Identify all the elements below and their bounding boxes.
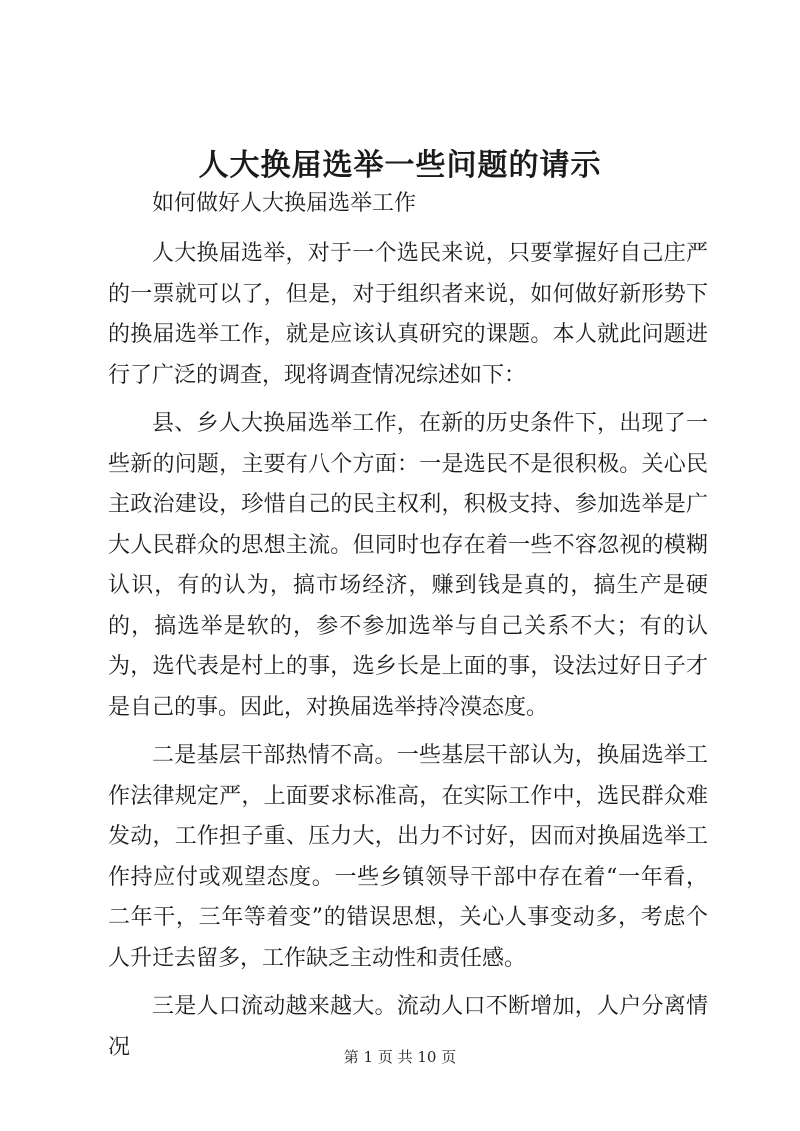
document-subtitle: 如何做好人大换届选举工作 bbox=[152, 191, 417, 216]
paragraph-problem-three: 三是人口流动越来越大。流动人口不断增加，人户分离情况 bbox=[108, 994, 708, 1060]
paragraph-problem-one: 县、乡人大换届选举工作，在新的历史条件下，出现了一些新的问题，主要有八个方面：一是选民不是很积极。关心民主政治建设，珍惜自己的民主权利，积极支持、参加选举是广大人民群众的思想主流。但同时也存在着一些不容忽视的模糊认识，有的认为，搞市场经济，赚到钱是真的，搞生产是硬的，搞选举是软的，参不参加选举与自己关系不大；有的认为，选代表是村上的事，选乡长是上面的事，设法过好日子才是自己的事。因此，对换届选举持冷漠态度。 bbox=[108, 411, 708, 720]
document-body bbox=[108, 184, 708, 1068]
document-title: 人大换届选举一些问题的请示 bbox=[198, 148, 602, 183]
page-number-footer: 第 1 页 共 10 页 bbox=[343, 1048, 457, 1066]
paragraph-intro: 人大换届选举，对于一个选民来说，只要掌握好自己庄严的一票就可以了，但是，对于组织者来说，如何做好新形势下的换届选举工作，就是应该认真研究的课题。本人就此问题进行了广泛的调查，现将调查情况综述如下： bbox=[108, 241, 708, 388]
paragraph-problem-two: 二是基层干部热情不高。一些基层干部认为，换届选举工作法律规定严，上面要求标准高，在实际工作中，选民群众难发动，工作担子重、压力大，出力不讨好，因而对换届选举工作持应付或观望态度。一些乡镇领导干部中存在着“一年看，二年干，三年等着变”的错误思想，关心人事变动多，考虑个人升迁去留多，工作缺乏主动性和责任感。 bbox=[108, 743, 708, 971]
